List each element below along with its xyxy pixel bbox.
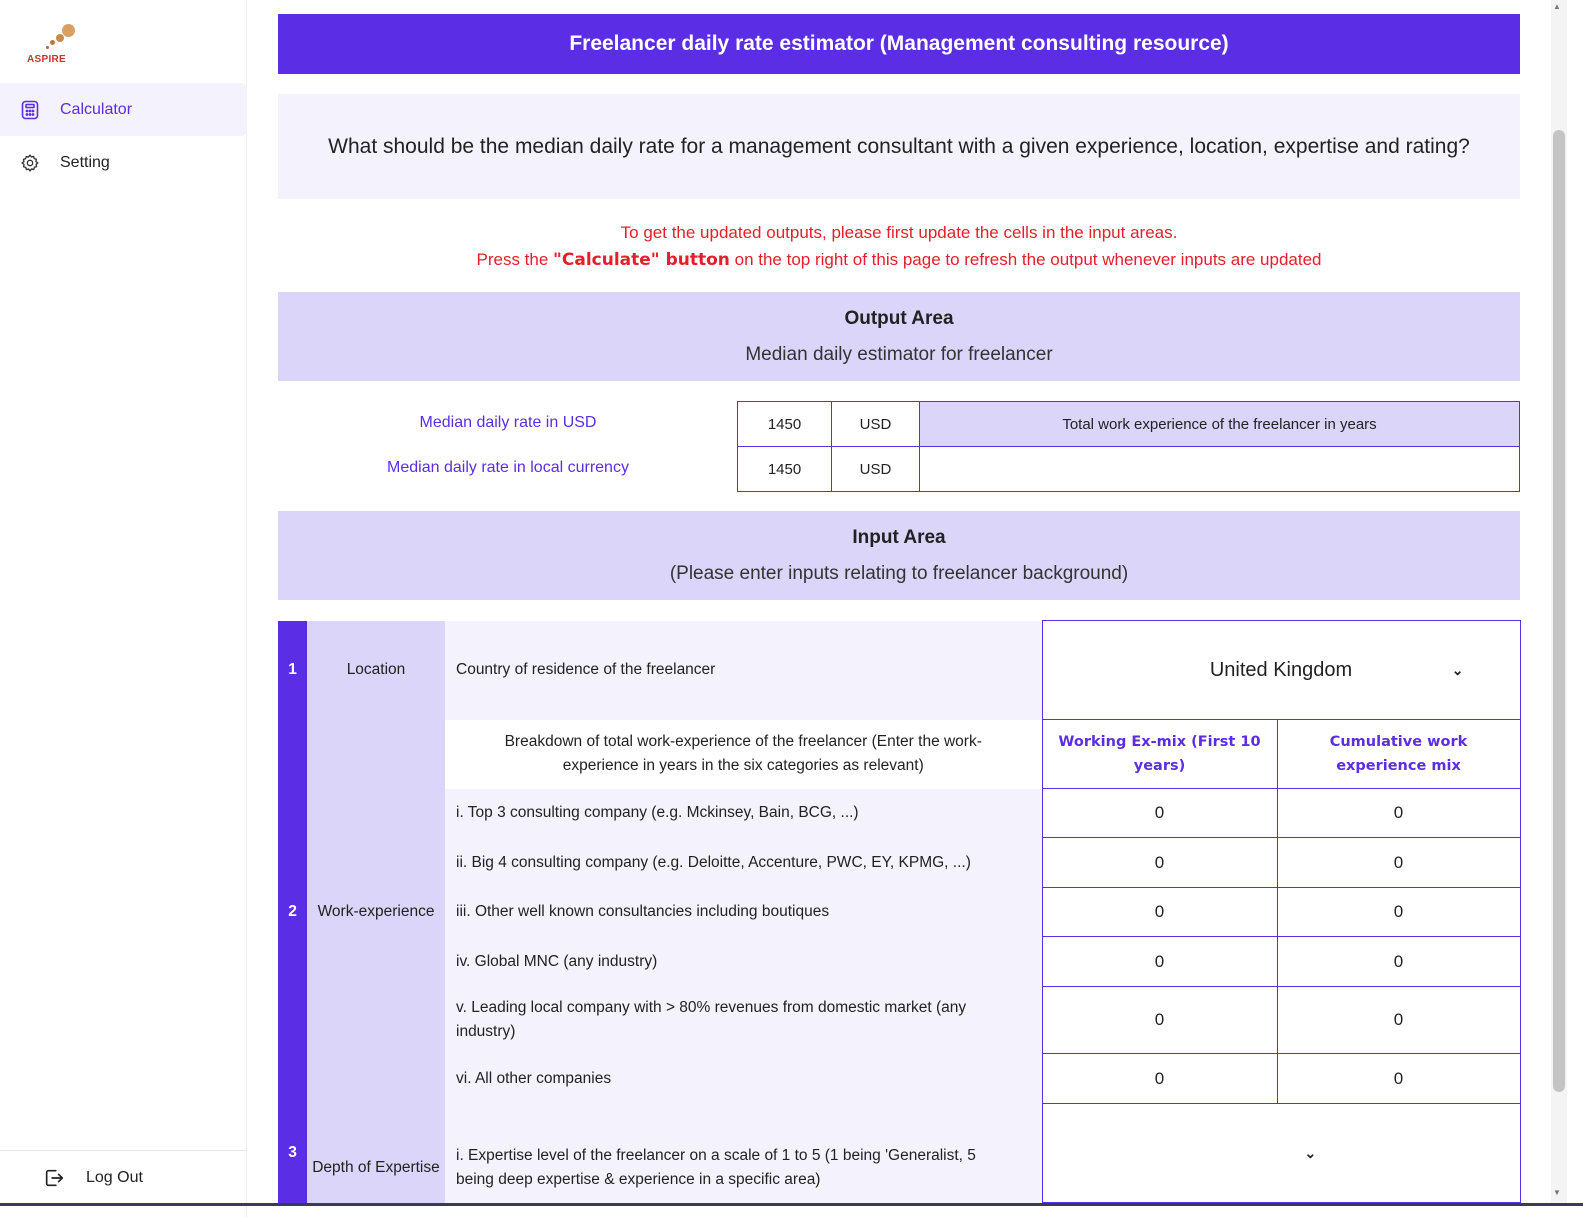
row-number: 3	[278, 1104, 307, 1203]
work-input-first10[interactable]: 0	[1042, 888, 1277, 937]
note-line-2	[278, 246, 1520, 274]
column-header-cumulative: Cumulative work experience mix	[1277, 720, 1520, 789]
sidebar-item-calculator[interactable]	[0, 83, 247, 136]
expertise-select[interactable]	[1042, 1104, 1520, 1203]
location-description: Country of residence of the freelancer	[445, 621, 1042, 720]
output-value-usd: 1450	[738, 402, 832, 447]
work-input-first10[interactable]: 0	[1042, 789, 1277, 838]
table-row	[278, 789, 1520, 838]
input-table	[278, 620, 1521, 1203]
scrollbar-thumb[interactable]	[1553, 130, 1565, 1092]
table-row	[278, 1054, 1520, 1104]
output-area-header	[278, 292, 1520, 381]
table-row	[738, 402, 1520, 447]
work-row-label: v. Leading local company with > 80% revenues from domestic market (any industry)	[445, 987, 1042, 1054]
table-row	[738, 447, 1520, 492]
output-note: Total work experience of the freelancer in years	[920, 402, 1520, 447]
table-row	[278, 1104, 1520, 1203]
table-row	[278, 987, 1520, 1054]
gear-icon	[19, 152, 41, 174]
work-input-first10[interactable]: 0	[1042, 838, 1277, 888]
work-input-cumulative[interactable]: 0	[1277, 937, 1520, 987]
location-value: United Kingdom	[1209, 658, 1353, 681]
chevron-down-icon: ⌄	[1451, 661, 1464, 678]
logout-label: Log Out	[86, 1169, 143, 1186]
category-work-experience: Work-experience	[307, 720, 445, 1104]
output-value-local: 1450	[738, 447, 832, 492]
work-input-cumulative[interactable]: 0	[1277, 987, 1520, 1054]
table-row	[278, 888, 1520, 937]
sidebar-item-label: Calculator	[60, 100, 133, 118]
table-row	[278, 720, 1520, 789]
column-header-first-10-years: Working Ex-mix (First 10 years)	[1042, 720, 1277, 789]
sidebar-item-label: Setting	[60, 153, 110, 171]
work-row-label: ii. Big 4 consulting company (e.g. Deloitte, Accenture, PWC, EY, KPMG, ...)	[445, 838, 1042, 888]
row-number: 1	[278, 621, 307, 720]
row-number: 2	[278, 720, 307, 1104]
work-row-label: vi. All other companies	[445, 1054, 1042, 1104]
input-area-header	[278, 511, 1520, 600]
instruction-note	[278, 219, 1520, 274]
work-row-label: iii. Other well known consultancies including boutiques	[445, 888, 1042, 937]
note-line-1: To get the updated outputs, please first update the cells in the input areas.	[620, 223, 1178, 242]
note-bold: "Calculate" button	[553, 250, 730, 270]
work-input-cumulative[interactable]: 0	[1277, 888, 1520, 937]
work-input-cumulative[interactable]: 0	[1277, 1054, 1520, 1104]
work-input-first10[interactable]: 0	[1042, 987, 1277, 1054]
table-row	[278, 838, 1520, 888]
question-label: What should be the median daily rate for a management consultant with a given experience, location, expertise and rating?	[328, 135, 1470, 158]
output-currency-local: USD	[832, 447, 920, 492]
category-depth-of-expertise: Depth of Expertise	[307, 1104, 445, 1203]
sidebar-item-setting[interactable]	[0, 136, 247, 189]
work-input-cumulative[interactable]: 0	[1277, 789, 1520, 838]
work-breakdown-description: Breakdown of total work-experience of the freelancer (Enter the work-experience in years in the six categories as relevant)	[445, 720, 1042, 789]
work-row-label: i. Top 3 consulting company (e.g. Mckinsey, Bain, BCG, ...)	[445, 789, 1042, 838]
calculator-icon	[19, 99, 41, 121]
output-label-local: Median daily rate in local currency	[387, 459, 629, 476]
logo-text: ASPIRE	[27, 54, 67, 65]
logout-icon	[42, 1166, 66, 1190]
location-select[interactable]	[1042, 621, 1520, 720]
output-area-subtitle: Median daily estimator for freelancer	[745, 344, 1053, 365]
table-row	[278, 937, 1520, 987]
depth-description: i. Expertise level of the freelancer on a scale of 1 to 5 (1 being 'Generalist, 5 being deep expertise & experience in a specific area)	[445, 1104, 1042, 1203]
window-bottom-border	[0, 1203, 1583, 1206]
output-label-usd: Median daily rate in USD	[419, 414, 597, 431]
table-row	[278, 621, 1520, 720]
sidebar	[0, 0, 247, 1217]
category-location: Location	[307, 621, 445, 720]
note-post: on the top right of this page to refresh the output whenever inputs are updated	[729, 250, 1322, 269]
question-text	[278, 94, 1520, 199]
logout-button[interactable]	[0, 1150, 247, 1205]
page-title: Freelancer daily rate estimator (Management consulting resource)	[278, 14, 1520, 74]
work-row-label: iv. Global MNC (any industry)	[445, 937, 1042, 987]
scroll-down-arrow-icon[interactable]: ▼	[1553, 1188, 1561, 1197]
input-area-subtitle: (Please enter inputs relating to freelancer background)	[669, 563, 1129, 584]
aspire-logo	[24, 18, 84, 68]
scroll-up-arrow-icon[interactable]: ▲	[1553, 2, 1561, 11]
output-table	[737, 401, 1520, 492]
chevron-down-icon: ⌄	[1304, 1144, 1317, 1161]
work-input-first10[interactable]: 0	[1042, 937, 1277, 987]
output-area-title: Output Area	[844, 308, 954, 329]
work-input-cumulative[interactable]: 0	[1277, 838, 1520, 888]
input-area-title: Input Area	[852, 527, 946, 548]
output-currency-usd: USD	[832, 402, 920, 447]
note-pre: Press the	[476, 250, 554, 269]
output-note-empty	[920, 447, 1520, 492]
work-input-first10[interactable]: 0	[1042, 1054, 1277, 1104]
